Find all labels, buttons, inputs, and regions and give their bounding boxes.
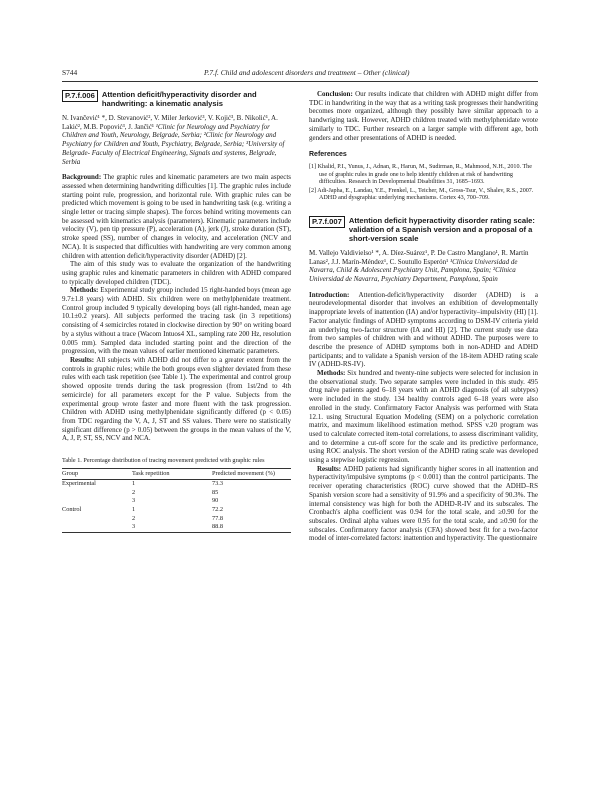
table-cell [62, 523, 132, 532]
methods-label: Methods: [317, 369, 346, 378]
table-cell: Control [62, 505, 82, 513]
table-caption: Table 1. Percentage distribution of tracing movement predicted with graphic rules [62, 457, 265, 465]
table-row [62, 497, 291, 506]
table-cell: 1 [132, 480, 136, 488]
background-label: Background: [62, 173, 102, 182]
table-row [62, 506, 291, 515]
table-cell: Experimental [62, 480, 96, 488]
table-cell [62, 489, 132, 498]
conclusion-label: Conclusion: [317, 90, 353, 98]
table-cell [62, 497, 132, 506]
table-cell: 77.8 [212, 514, 224, 522]
header-rule [62, 81, 538, 82]
results-label: Results: [317, 464, 342, 473]
table-cell: 88.8 [212, 523, 291, 532]
methods-label: Methods: [70, 286, 99, 295]
table-header-row [62, 468, 291, 480]
affiliations: ¹Clínica Universidad de Navarra, Child & Adolescent Psychiatry Unit, Pamplona, Spain; ²Clínica Universidad de Navarra, Psychiatry Department, Pamplona, Spain [309, 257, 518, 283]
table-row [62, 480, 291, 489]
references-heading: References [309, 151, 347, 159]
introduction-text: Attention-deficit/hyperactivity disorder (ADHD) is a neurodevelopmental disorder that involves an exhibition of developmentally inappropriate levels of inattention (IA) and/or hyperactivity–impulsivity (HI) [1]. Factor analytic findings of ADHD symptoms according to DSM-IV criteria yield an underlying two-factor structure (IA and HI) [2]. The current study use data from two samples of children with and without ADHD. The purposes were to describe the presence of ADHD symptoms both in non-ADHD and ADHD participants; and to validate a Spanish version of the 18-item ADHD rating scale IV (ADHD-RS-IV). [309, 290, 538, 369]
table-cell: 3 [132, 523, 212, 532]
results-text: ADHD patients had significantly higher scores in all inattention and hyperactivity/impulsive symptoms (p < 0.001) than the control participants. The receiver operating characteristics (ROC) curve showed that the ADHD–RS Spanish version score had a sensitivity of 91.9% and a specificity of 90.3%. The internal consistency was high for both the ADHD-R-IV and its subscales. The Cronbach's alpha coefficient was 0.94 for the total scale, and ≥0.90 for the subscales. Ordinal alpha values were 0.95 for the total scale, and ≥0.90 for the subscales. Confirmatory factor analysis (CFA) showed best fit for a two-factor model of inter-correlated factors: inattention and hyperactivity. The questionnaire [309, 464, 538, 543]
methods-paragraph [62, 286, 291, 356]
author-block [62, 114, 291, 166]
table-cell: 90 [212, 497, 219, 505]
aim-paragraph: The aim of this study was to evaluate the organization of the handwriting using graphic rules and kinematic parameters in children with ADHD compared to typically developed children (TDC). [62, 260, 291, 286]
conclusion-text: Our results indicate that children with ADHD might differ from TDC in handwriting in the way that as a writing task progresses their handwriting becomes more organized, although they possibly have similar approach to a handwriging task. However, ADHD children treated with methylphenidate wrote similarly to TDC. Further research on a larger sample with different age, both genders and other presentations of ADHD is needed. [309, 90, 538, 142]
table-cell: 72.2 [212, 505, 224, 513]
table-row [62, 515, 291, 524]
table-row [62, 489, 291, 498]
authors: M. Vallejo Valdivielso¹ *, A. Díez-Suárez¹, P. De Castro Manglano¹, R. Martín Lanas², J.J. Marín-Méndez¹, C. Soutullo Esperón¹ [309, 248, 529, 266]
abstract-id-badge: P.7.f.007 [309, 216, 345, 228]
methods-text: Experimental study group included 15 right-handed boys (mean age 9.7±1.8 years) with ADHD. Six children were on methylphenidate treatment. Control group included 9 typically developing boys (all right-handed, mean age 10.1±0.2 years). All subjects performed the tracing task (in 3 repetitions) consisting of 4 semicircles rotated in clockwise direction by 90° on writing board by a stylus without a trace (Wacom Intuos4 XL, sampling rate 200 Hz, resolution 0.005 mm). Sampled data included starting point and the direction of the progression, with the mean values of earlier mentioned kinematic parameters. [62, 286, 291, 356]
section-spacer [309, 204, 538, 216]
abstract-heading [62, 90, 291, 108]
table-row [62, 523, 291, 532]
methods-text: Six hundred and twenty-nine subjects were selected for inclusion in the observational study. Two separate samples were included in this study. 495 drug naïve patients aged 6–18 years with an ADHD diagnosis (of all subtypes) were included in the study. 134 healthy controls aged 6–18 years were also enrolled in the study. Confirmatory Factor Analysis was performed with Stata 12.1. using Structural Equation Modeling (SEM) on a polychoric correlation matrix, and maximum likelihood estimation method. SPSS v.20 program was used to calculate corrected item-total correlations, to assess discriminant validity, and to determine a cut-off score for the scale and its predictive performance, using ROC analysis. The short version of the ADHD rating scale was developed using a stepwise logistic regression. [309, 369, 538, 465]
abstract-id-badge: P.7.f.006 [62, 90, 98, 102]
background-text: The graphic rules and kinematic parameters are two main aspects assessed when determining handwriting difficulties [1]. The graphic rules include starting point rule, progression, and horizontal rule. With graphic rules can be predicted which movement is going to be used in handwriting task (e.g. writing a single letter or tracing simple shapes). The forces behind writing movements can be assessed with kinematics analysis (parameters). Kinematic parameters include velocity (V), pen tip pressure (P), acceleration (A), jerk (J), stroke duration (ST), stroke speed (SS), number of changes in velocity, and acceleration (NCV and NCA). It is suspected that difficulties with handwriting are very common among children with attention deficit/hyperactivity disorder (ADHD) [2]. [62, 173, 291, 260]
table-header-cell: Predicted movement (%) [212, 468, 291, 480]
table-cell: 2 [132, 488, 136, 496]
affiliations: ¹Clinic for Neurology and Psychiatry for Children and Youth, Neurology, Belgrade, Serbia; ²Clinic for Neurology and Psychiatry for Children and Youth, Psychiatry, Belgrade, Serbia; ³University of Belgrade- Faculty of Electrical Engineering, Signals and systems, Belgrade, Serbia [62, 122, 285, 166]
abstract-title: Attention deficit/hyperactivity disorder and handwriting: a kinematic analysis [101, 90, 257, 108]
results-label: Results: [70, 355, 95, 364]
table-cell: 85 [212, 488, 219, 496]
table-cell: 73.3 [212, 480, 224, 488]
authors: N. Ivančević¹ *, D. Stevanović², V. Miler Jerković³, V. Kojić³, B. Nikolić¹, A. Lakić², M.B. Popović³, J. Jančić¹ [62, 114, 278, 131]
running-title: P.7.f. Child and adolescent disorders and treatment – Other (clinical) [204, 68, 410, 77]
methods-paragraph [309, 369, 538, 465]
abstract-heading [309, 216, 538, 243]
introduction-paragraph [309, 291, 538, 369]
left-column [62, 90, 291, 533]
page-number: S744 [62, 68, 78, 77]
conclusion-paragraph [309, 90, 538, 142]
table-header-cell: Task repetition [132, 468, 212, 480]
author-block [309, 249, 538, 284]
introduction-label: Introduction: [309, 290, 350, 299]
table-header-cell: Group [62, 468, 132, 480]
table-cell: 3 [132, 497, 136, 505]
table-cell: 2 [132, 514, 136, 522]
reference-item: [2] Adi-Japha, E., Landau, Y.E., Frenkel, L., Teicher, M., Gross-Tsur, V., Shalev, R.S., 2007. ADHD and dysgraphia: underlying mechanisms. Cortex 43, 700–709. [309, 187, 534, 202]
results-paragraph [309, 465, 538, 543]
running-header [62, 68, 538, 80]
table-cell [62, 515, 132, 524]
table-cell: 1 [132, 505, 136, 513]
background-paragraph [62, 173, 291, 260]
abstract-title: Attention deficit hyperactivity disorder rating scale: validation of a Spanish version and a proposal of a short-version scale [348, 215, 535, 243]
right-column [309, 90, 538, 543]
results-paragraph [62, 356, 291, 443]
results-text: All subjects with ADHD did not differ to a greater extent from the controls in graphic rules; while the both groups even slighter deviated from these rules with each task repetition (see Table 1). The experimental and control group showed opposite trends during the task progression (from 1st/2nd to 4th semicircle) for all parameters except for the P value. Subjects from the experimental group wrote faster and more fluent with the task progression. Children with ADHD using methylphenidate significantly differed (p < 0.05) from TDC regarding the V, A, J, ST and SS values. There were no statistically significant difference (p > 0.05) between the groups in the mean values of the V, A, J, P, ST, SS, NCV and NCA. [62, 355, 291, 443]
data-table [62, 468, 291, 533]
reference-item: [1] Khalid, P.I., Yunus, J., Adnan, R., Harun, M., Sudirman, R., Mahmood, N.H., 2010. The use of graphic rules in grade one to help identify children at risk of handwriting difficulties. Research in Developmental Disabilities 31, 1685–1693. [309, 163, 532, 186]
